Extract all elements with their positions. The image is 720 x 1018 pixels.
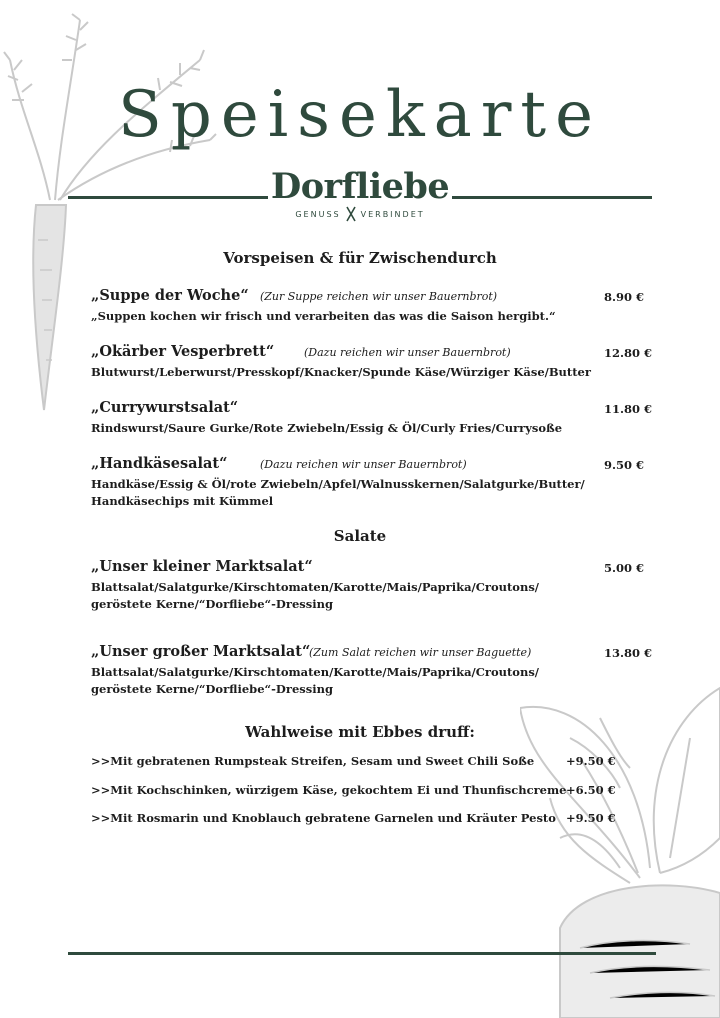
extra-option: >>Mit gebratenen Rumpsteak Streifen, Sesam und Sweet Chili Soße <box>91 754 535 768</box>
menu-item-description: „Suppen kochen wir frisch und verarbeiten das was die Saison hergibt.“ <box>91 309 556 323</box>
menu-item-description <box>91 579 539 613</box>
menu-item-title: „Handkäsesalat“ <box>91 455 228 472</box>
brand-tag-left: GENUSS <box>295 209 341 219</box>
menu-item-price: 9.50 € <box>604 458 645 472</box>
cutlery-icon <box>345 206 357 222</box>
section-heading-extras: Wahlweise mit Ebbes druff: <box>245 723 475 741</box>
description-line: Blattsalat/Salatgurke/Kirschtomaten/Karotte/Mais/Paprika/Croutons/ <box>91 580 539 594</box>
brand-name: Dorfliebe <box>270 166 450 207</box>
extra-price: +9.50 € <box>566 811 616 825</box>
description-line: Handkäse/Essig & Öl/rote Zwiebeln/Apfel/Walnusskernen/Salatgurke/Butter/ <box>91 477 585 491</box>
menu-title: Speisekarte <box>118 78 602 152</box>
footer-divider <box>68 952 656 955</box>
menu-item-price: 12.80 € <box>604 346 653 360</box>
menu-item-description: Blutwurst/Leberwurst/Presskopf/Knacker/Spunde Käse/Würziger Käse/Butter <box>91 365 591 379</box>
menu-item-note: (Zum Salat reichen wir unser Baguette) <box>309 646 532 659</box>
brand-tagline <box>265 206 455 222</box>
menu-item-description <box>91 664 539 698</box>
description-line: geröstete Kerne/“Dorfliebe“-Dressing <box>91 597 333 611</box>
extra-option: >>Mit Rosmarin und Knoblauch gebratene Garnelen und Kräuter Pesto <box>91 811 556 825</box>
menu-item-price: 11.80 € <box>604 402 653 416</box>
description-line: Handkäsechips mit Kümmel <box>91 494 274 508</box>
menu-item-title: „Unser großer Marktsalat“ <box>91 643 311 660</box>
menu-item-note: (Dazu reichen wir unser Bauernbrot) <box>304 346 511 359</box>
menu-item-note: (Zur Suppe reichen wir unser Bauernbrot) <box>260 290 498 303</box>
menu-item-description: Rindswurst/Saure Gurke/Rote Zwiebeln/Essig & Öl/Curly Fries/Currysoße <box>91 421 563 435</box>
extra-price: +6.50 € <box>566 783 616 797</box>
description-line: Blattsalat/Salatgurke/Kirschtomaten/Karotte/Mais/Paprika/Croutons/ <box>91 665 539 679</box>
menu-item-title: „Unser kleiner Marktsalat“ <box>91 558 313 575</box>
menu-item-price: 5.00 € <box>604 561 645 575</box>
menu-item-price: 8.90 € <box>604 290 645 304</box>
menu-item-title: „Okärber Vesperbrett“ <box>91 343 275 360</box>
menu-item-note: (Dazu reichen wir unser Bauernbrot) <box>260 458 467 471</box>
extra-price: +9.50 € <box>566 754 616 768</box>
section-heading-starters: Vorspeisen & für Zwischendurch <box>223 249 497 267</box>
header-divider-right <box>452 196 652 199</box>
extra-option: >>Mit Kochschinken, würzigem Käse, gekochtem Ei und Thunfischcreme <box>91 783 567 797</box>
menu-item-description <box>91 476 585 510</box>
header-divider-left <box>68 196 268 199</box>
menu-item-title: „Currywurstsalat“ <box>91 399 239 416</box>
brand-logo <box>265 168 455 222</box>
menu-item-price: 13.80 € <box>604 646 653 660</box>
menu-item-title: „Suppe der Woche“ <box>91 287 249 304</box>
brand-tag-right: VERBINDET <box>360 209 425 219</box>
description-line: geröstete Kerne/“Dorfliebe“-Dressing <box>91 682 333 696</box>
section-heading-salads: Salate <box>333 527 387 545</box>
